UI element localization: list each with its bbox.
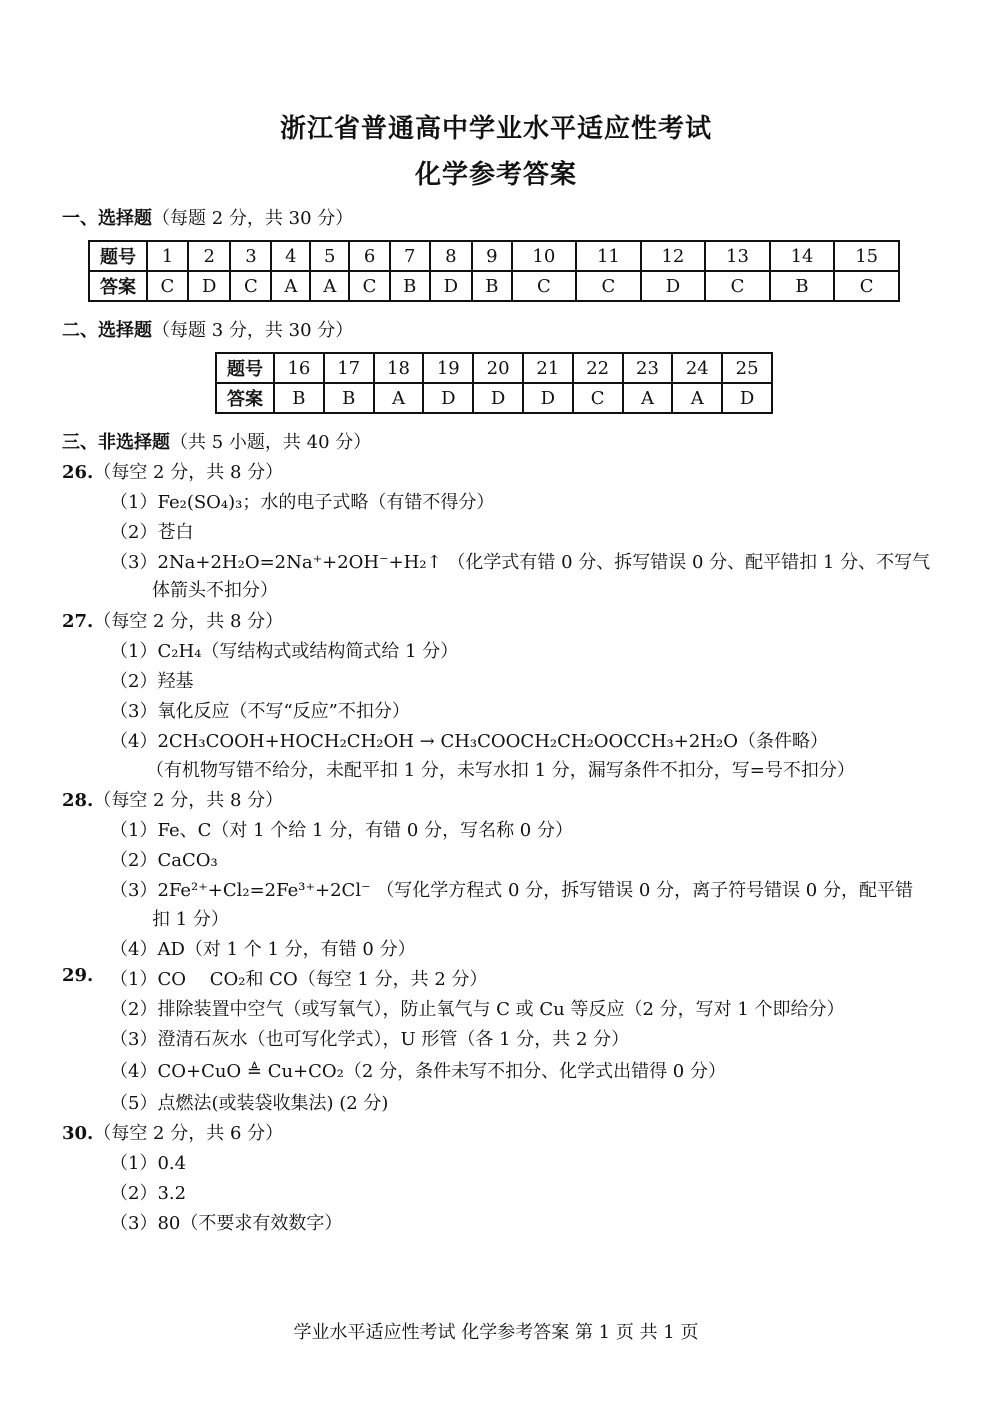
question-number-cell: 2	[188, 241, 231, 271]
page-footer: 学业水平适应性考试 化学参考答案 第 1 页 共 1 页	[293, 1322, 699, 1343]
row-label: 题号	[89, 241, 147, 271]
q30-number: 30.	[62, 1123, 94, 1144]
q27-note: （每空 2 分，共 8 分）	[93, 611, 284, 632]
q28-line: （4）AD（对 1 个 1 分，有错 0 分）	[110, 939, 416, 960]
q28-line: （2）CaCO₃	[110, 850, 218, 871]
row-label: 题号	[216, 353, 274, 383]
answer-cell: B	[324, 383, 374, 413]
answer-cell: B	[274, 383, 324, 413]
q27-line: （2）羟基	[110, 671, 194, 692]
answer-cell: D	[641, 271, 706, 301]
q26-line: 体箭头不扣分）	[152, 580, 278, 601]
q28-line: （3）2Fe²⁺+Cl₂=2Fe³⁺+2Cl⁻ （写化学方程式 0 分，拆写错误 0 分，离子符号错误 0 分，配平错	[110, 880, 913, 901]
question-number-cell: 18	[374, 353, 424, 383]
answer-cell: C	[573, 383, 623, 413]
question-number-cell: 9	[472, 241, 511, 271]
answer-table-2	[215, 352, 773, 414]
q27-line: （3）氧化反应（不写“反应”不扣分）	[110, 701, 410, 722]
answer-cell: D	[473, 383, 523, 413]
answer-cell: A	[623, 383, 673, 413]
page-subtitle: 化学参考答案	[414, 160, 577, 190]
question-number-cell: 17	[324, 353, 374, 383]
question-number-cell: 8	[430, 241, 473, 271]
q29-number: 29.	[62, 965, 94, 986]
answer-cell: A	[310, 271, 349, 301]
answer-cell: A	[672, 383, 722, 413]
row-label: 答案	[216, 383, 274, 413]
section3-note: （共 5 小题，共 40 分）	[170, 432, 372, 453]
q27-line: （1）C₂H₄（写结构式或结构简式给 1 分）	[110, 641, 459, 662]
section1-heading	[62, 204, 353, 230]
q27-heading	[62, 607, 283, 633]
q29-line: （3）澄清石灰水（也可写化学式），U 形管（各 1 分，共 2 分）	[110, 1029, 630, 1050]
question-number-cell: 16	[274, 353, 324, 383]
q27-line: （4）2CH₃COOH+HOCH₂CH₂OH → CH₃COOCH₂CH₂OOCCH₃+2H₂O（条件略）	[110, 731, 828, 752]
answer-cell: C	[147, 271, 188, 301]
question-number-cell: 15	[834, 241, 899, 271]
section2-heading	[62, 316, 353, 342]
answer-table-1	[88, 240, 900, 302]
page-title: 浙江省普通高中学业水平适应性考试	[279, 114, 712, 144]
q28-heading	[62, 786, 283, 812]
q27-line: （有机物写错不给分，未配平扣 1 分，未写水扣 1 分，漏写条件不扣分，写=号不扣分）	[146, 760, 855, 781]
question-number-cell: 14	[770, 241, 835, 271]
question-number-cell: 3	[230, 241, 271, 271]
q30-heading	[62, 1119, 283, 1145]
q30-line: （1）0.4	[110, 1153, 187, 1174]
q29-line: （1）CO CO₂和 CO（每空 1 分，共 2 分）	[110, 969, 488, 990]
answer-cell: B	[770, 271, 835, 301]
question-number-cell: 13	[705, 241, 770, 271]
question-number-cell: 12	[641, 241, 706, 271]
answer-cell: D	[722, 383, 772, 413]
question-number-cell: 4	[271, 241, 310, 271]
q27-number: 27.	[62, 611, 94, 632]
q30-note: （每空 2 分，共 6 分）	[93, 1123, 284, 1144]
question-number-cell: 23	[623, 353, 673, 383]
answer-cell: D	[423, 383, 473, 413]
answer-cell: C	[349, 271, 390, 301]
section1-note: （每题 2 分，共 30 分）	[152, 208, 354, 229]
question-number-cell: 22	[573, 353, 623, 383]
q26-line: （1）Fe₂(SO₄)₃；水的电子式略（有错不得分）	[110, 492, 495, 513]
q30-line: （2）3.2	[110, 1183, 187, 1204]
answer-cell: D	[188, 271, 231, 301]
answer-cell: D	[523, 383, 573, 413]
q26-number: 26.	[62, 462, 94, 483]
answer-cell: D	[430, 271, 473, 301]
q26-line: （2）苍白	[110, 522, 194, 543]
question-number-cell: 25	[722, 353, 772, 383]
answer-cell: A	[374, 383, 424, 413]
q26-heading	[62, 458, 283, 484]
q26-note: （每空 2 分，共 8 分）	[93, 462, 284, 483]
q29-line: （4）CO+CuO ≜ Cu+CO₂（2 分，条件未写不扣分、化学式出错得 0 分）	[110, 1061, 726, 1082]
answer-cell: C	[834, 271, 899, 301]
q29-line: （5）点燃法(或装袋收集法) (2 分)	[110, 1093, 389, 1114]
answer-cell: C	[230, 271, 271, 301]
q29-line: （2）排除装置中空气（或写氧气），防止氧气与 C 或 Cu 等反应（2 分，写对 1 个即给分）	[110, 999, 845, 1020]
section2-note: （每题 3 分，共 30 分）	[152, 320, 354, 341]
question-number-cell: 11	[576, 241, 641, 271]
question-number-cell: 6	[349, 241, 390, 271]
q28-note: （每空 2 分，共 8 分）	[93, 790, 284, 811]
row-label: 答案	[89, 271, 147, 301]
answer-cell: B	[472, 271, 511, 301]
question-number-cell: 24	[672, 353, 722, 383]
q28-line: 扣 1 分）	[152, 909, 229, 930]
q30-line: （3）80（不要求有效数字）	[110, 1213, 343, 1234]
question-number-cell: 10	[512, 241, 577, 271]
question-number-cell: 7	[390, 241, 429, 271]
q29-heading	[62, 965, 93, 986]
question-number-cell: 19	[423, 353, 473, 383]
question-number-cell: 20	[473, 353, 523, 383]
answer-cell: C	[512, 271, 577, 301]
question-number-cell: 21	[523, 353, 573, 383]
section1-title: 一、选择题	[62, 208, 152, 229]
answer-cell: B	[390, 271, 429, 301]
answer-cell: C	[576, 271, 641, 301]
section2-title: 二、选择题	[62, 320, 152, 341]
answer-cell: A	[271, 271, 310, 301]
question-number-cell: 1	[147, 241, 188, 271]
q28-number: 28.	[62, 790, 94, 811]
q26-line: （3）2Na+2H₂O=2Na⁺+2OH⁻+H₂↑ （化学式有错 0 分、拆写错误 0 分、配平错扣 1 分、不写气	[110, 552, 931, 573]
q28-line: （1）Fe、C（对 1 个给 1 分，有错 0 分，写名称 0 分）	[110, 820, 573, 841]
answer-cell: C	[705, 271, 770, 301]
question-number-cell: 5	[310, 241, 349, 271]
section3-heading	[62, 428, 371, 454]
section3-title: 三、非选择题	[62, 432, 170, 453]
